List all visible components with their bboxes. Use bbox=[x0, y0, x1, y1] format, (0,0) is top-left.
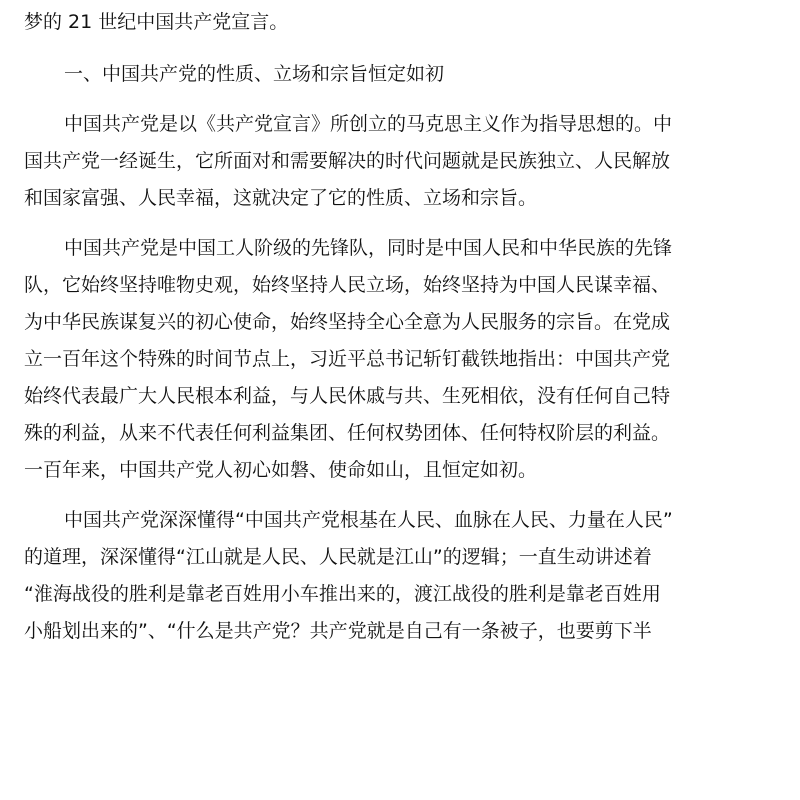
paragraph-line: 殊的利益，从来不代表任何利益集团、任何权势团体、任何特权阶层的利益。 bbox=[24, 422, 671, 444]
paragraph-line: 立一百年这个特殊的时间节点上，习近平总书记斩钉截铁地指出：中国共产党 bbox=[24, 348, 671, 370]
paragraph-line: “淮海战役的胜利是靠老百姓用小车推出来的，渡江战役的胜利是靠老百姓用 bbox=[24, 583, 661, 605]
paragraph-line: 队，它始终坚持唯物史观，始终坚持人民立场，始终坚持为中国人民谋幸福、 bbox=[24, 274, 671, 296]
paragraph-line: 中国共产党是中国工人阶级的先锋队，同时是中国人民和中华民族的先锋 bbox=[64, 237, 673, 259]
section-heading: 一、中国共产党的性质、立场和宗旨恒定如初 bbox=[64, 63, 445, 85]
paragraph-line: 国共产党一经诞生，它所面对和需要解决的时代问题就是民族独立、人民解放 bbox=[24, 150, 671, 172]
paragraph-line: 为中华民族谋复兴的初心使命，始终坚持全心全意为人民服务的宗旨。在党成 bbox=[24, 311, 671, 333]
paragraph-line: 小船划出来的”、“什么是共产党？共产党就是自己有一条被子，也要剪下半 bbox=[24, 620, 652, 642]
text-line: 梦的 21 世纪中国共产党宣言。 bbox=[24, 11, 289, 33]
paragraph-line: 和国家富强、人民幸福，这就决定了它的性质、立场和宗旨。 bbox=[24, 187, 538, 209]
paragraph-line: 始终代表最广大人民根本利益，与人民休戚与共、生死相依，没有任何自己特 bbox=[24, 385, 671, 407]
paragraph-line: 的道理，深深懂得“江山就是人民、人民就是江山”的逻辑；一直生动讲述着 bbox=[24, 546, 652, 568]
paragraph-line: 一百年来，中国共产党人初心如磐、使命如山，且恒定如初。 bbox=[24, 459, 538, 481]
paragraph-line: 中国共产党深深懂得“中国共产党根基在人民、血脉在人民、力量在人民” bbox=[64, 509, 673, 531]
paragraph-line: 中国共产党是以《共产党宣言》所创立的马克思主义作为指导思想的。中 bbox=[64, 113, 673, 135]
